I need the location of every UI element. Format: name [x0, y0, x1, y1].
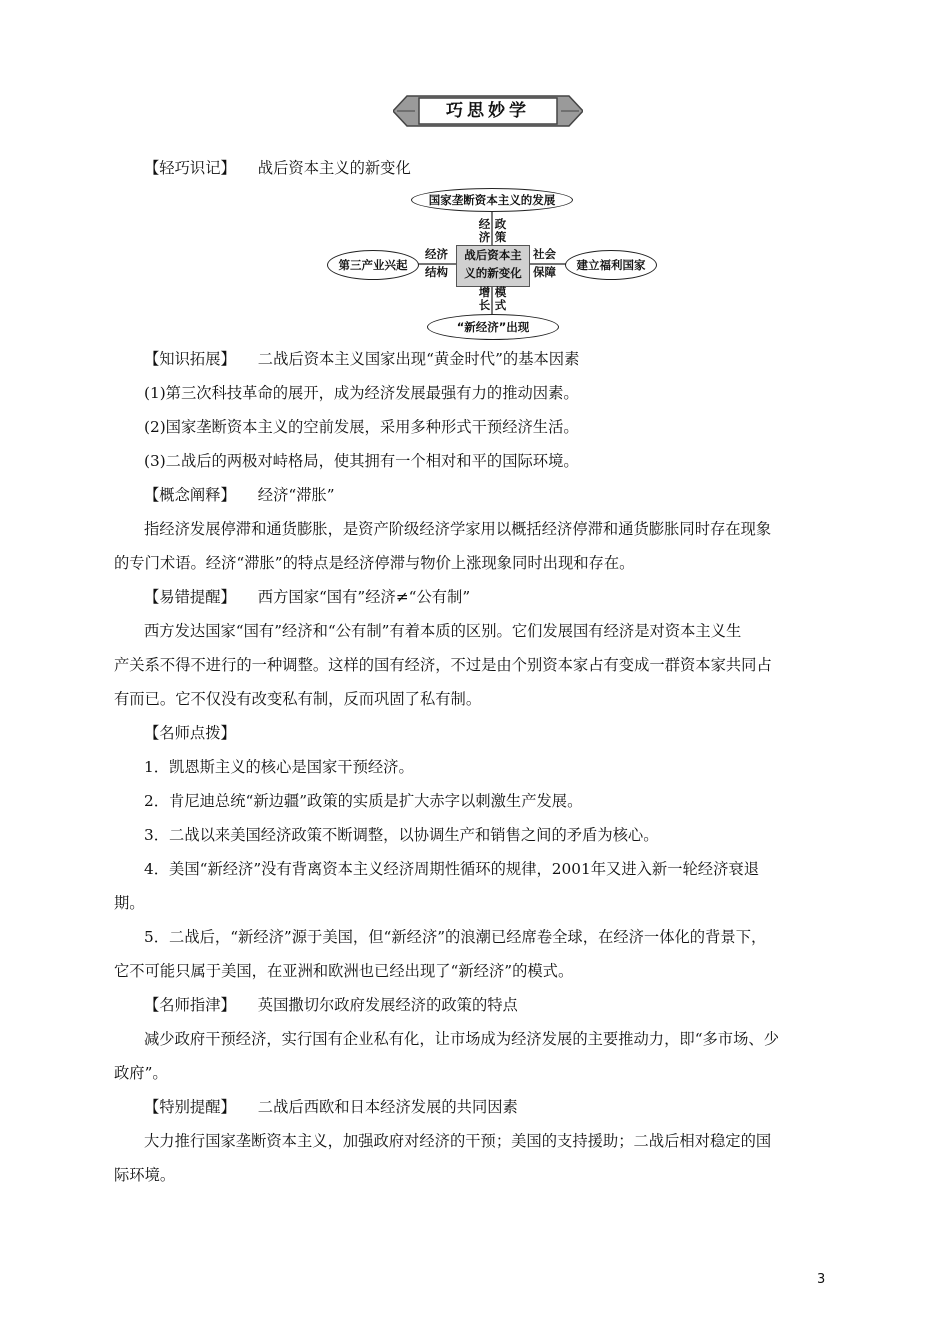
node-welfare-state: 建立福利国家: [565, 250, 657, 280]
center-line-2: 义的新变化: [464, 266, 522, 280]
paragraph-line: 有而已。它不仅没有改变私有制，反而巩固了私有制。: [114, 690, 482, 708]
section-header: [144, 723, 236, 743]
paragraph-line: 大力推行国家垄断资本主义，加强政府对经济的干预；美国的支持援助；二战后相对稳定的国: [144, 1132, 772, 1150]
list-item: 它不可能只属于美国，在亚洲和欧洲也已经出现了“新经济”的模式。: [114, 962, 574, 980]
center-line-1: 战后资本主: [464, 248, 522, 262]
list-item: (3)二战后的两极对峙格局，使其拥有一个相对和平的国际环境。: [144, 452, 579, 470]
paragraph-line: 减少政府干预经济，实行国有企业私有化，让市场成为经济发展的主要推动力，即“多市场、少: [144, 1030, 779, 1048]
label-economy-left: 经济: [425, 247, 448, 261]
concept-diagram: [327, 188, 657, 340]
section-header: [144, 485, 335, 505]
list-item: (2)国家垄断资本主义的空前发展，采用多种形式干预经济生活。: [144, 418, 579, 436]
label-social: 社会: [533, 247, 556, 261]
section-title: 英国撒切尔政府发展经济的政策的特点: [257, 996, 518, 1014]
section-label: 【知识拓展】: [144, 350, 236, 368]
label-economy-up: 经济: [478, 217, 491, 244]
node-tertiary-industry: 第三产业兴起: [327, 250, 419, 280]
section-title: 西方国家“国有”经济≠“公有制”: [257, 588, 471, 606]
section-banner: [393, 94, 583, 128]
section-title: 二战后西欧和日本经济发展的共同因素: [257, 1098, 518, 1116]
paragraph-line: 西方发达国家“国有”经济和“公有制”有着本质的区别。它们发展国有经济是对资本主义生: [144, 622, 742, 640]
section-header: [144, 349, 579, 369]
node-center: [456, 245, 530, 287]
section-label: 【特别提醒】: [144, 1098, 236, 1116]
list-item: 3．二战以来美国经济政策不断调整，以协调生产和销售之间的矛盾为核心。: [144, 826, 659, 844]
section-header: [144, 995, 518, 1015]
label-mode: 模式: [494, 285, 507, 312]
list-item: 1．凯恩斯主义的核心是国家干预经济。: [144, 758, 414, 776]
node-new-economy: “新经济”出现: [427, 314, 559, 340]
paragraph-line: 指经济发展停滞和通货膨胀，是资产阶级经济学家用以概括经济停滞和通货膨胀同时存在现象: [144, 520, 772, 538]
section-header: [144, 587, 470, 607]
label-growth: 增长: [478, 285, 491, 312]
section-label: 【易错提醒】: [144, 588, 236, 606]
list-item: 期。: [114, 894, 145, 912]
label-structure: 结构: [425, 265, 448, 279]
label-policy: 政策: [494, 217, 507, 244]
paragraph-line: 产关系不得不进行的一种调整。这样的国有经济，不过是由个别资本家占有变成一群资本家共同占: [114, 656, 772, 674]
paragraph-line: 际环境。: [114, 1166, 176, 1184]
section-header: [144, 1097, 518, 1117]
section-title: 经济“滞胀”: [257, 486, 335, 504]
list-item: 2．肯尼迪总统“新边疆”政策的实质是扩大赤字以刺激生产发展。: [144, 792, 583, 810]
section-label: 【名师点拨】: [144, 724, 236, 742]
list-item: 4．美国“新经济”没有背离资本主义经济周期性循环的规律，2001年又进入新一轮经济衰退: [144, 860, 759, 878]
section-label: 【名师指津】: [144, 996, 236, 1014]
section-title: 战后资本主义的新变化: [257, 159, 411, 177]
page-number: 3: [817, 1272, 826, 1287]
section-header: [144, 158, 411, 178]
section-label: 【轻巧识记】: [144, 159, 236, 177]
section-title: 二战后资本主义国家出现“黄金时代”的基本因素: [257, 350, 580, 368]
paragraph-line: 政府”。: [114, 1064, 168, 1082]
banner-title: 巧思妙学: [446, 101, 530, 121]
list-item: 5．二战后，“新经济”源于美国，但“新经济”的浪潮已经席卷全球，在经济一体化的背景下，: [144, 928, 767, 946]
paragraph-line: 的专门术语。经济“滞胀”的特点是经济停滞与物价上涨现象同时出现和存在。: [114, 554, 635, 572]
node-state-monopoly: 国家垄断资本主义的发展: [411, 188, 573, 212]
list-item: (1)第三次科技革命的展开，成为经济发展最强有力的推动因素。: [144, 384, 579, 402]
section-label: 【概念阐释】: [144, 486, 236, 504]
label-security: 保障: [533, 265, 556, 279]
